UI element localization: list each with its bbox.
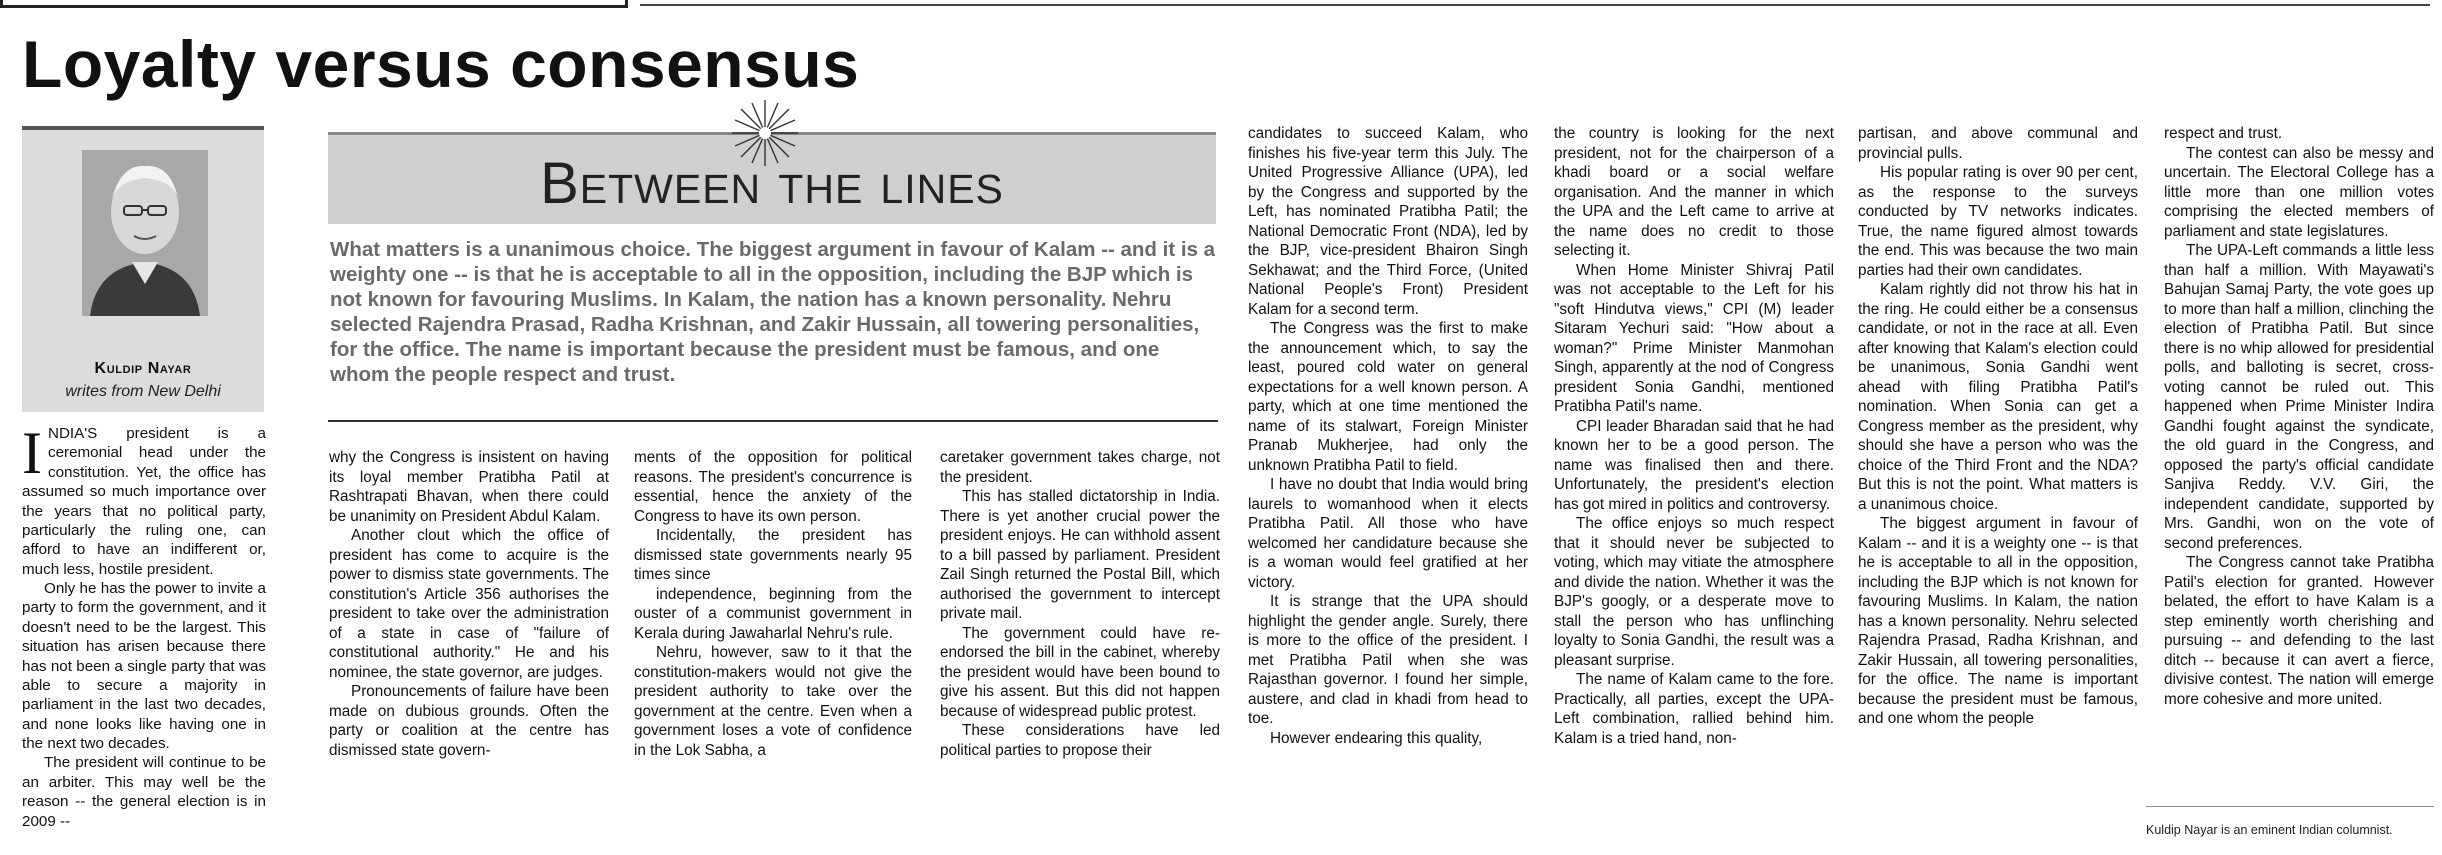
top-frame	[0, 0, 628, 8]
paragraph: The office enjoys so much respect that it should never be subjected to voting, which may vitiate the atmosphere and divide the nation. Whether it was the BJP's googly, or a desperate move to stall the person who has unflinching loyalty to Sonia Gandhi, the result was a pleasant surprise.	[1554, 515, 1834, 669]
article-column-5	[1248, 124, 1528, 748]
paragraph: Incidentally, the president has dismissed state governments nearly 95 times since	[634, 527, 912, 583]
article-column-4	[940, 448, 1220, 760]
article-column-7	[1858, 124, 2138, 729]
author-footnote: Kuldip Nayar is an eminent Indian columnist.	[2146, 823, 2393, 837]
paragraph: His popular rating is over 90 per cent, as the response to the surveys conducted by TV networks indicates. True, the name figured almost towards the end. This was because the two main parties had their own candidates.	[1858, 164, 2138, 279]
paragraph	[22, 420, 266, 579]
pull-quote: What matters is a unanimous choice. The biggest argument in favour of Kalam -- and it is a weighty one -- is that he is acceptable to all in the opposition, including the BJP which is not known for favouring Muslims. In Kalam, the nation has a known personality. Nehru selected Rajendra Prasad, Radha Krishnan, and Zakir Hussain, all towering personalities, for the office. The name is important because the president must be famous, and one whom the people respect and trust.	[330, 238, 1216, 386]
footnote-divider	[2146, 806, 2434, 807]
paragraph: I have no doubt that India would bring laurels to womanhood when it elects Pratibha Patil. All those who have welcomed her candidature because she is a woman would feel gratified at her victory.	[1248, 476, 1528, 591]
paragraph: The UPA-Left commands a little less than half a million. With Mayawati's Bahujan Samaj Party, the vote goes up to more than half a million, clinching the election of Pratibha Patil. But since there is no whip allowed for presidential polls, and balloting is secret, cross-voting cannot be ruled out. This happened when Prime Minister Indira Gandhi fought against the syndicate, the old guard in the Congress, and opposed the party's official candidate Sanjiva Reddy. V.V. Giri, the independent candidate, supported by Mrs. Gandhi, won on the vote of second preferences.	[2164, 242, 2434, 552]
article-column-6	[1554, 124, 1834, 748]
paragraph: However endearing this quality,	[1270, 729, 1483, 747]
paragraph: The contest can also be messy and uncertain. The Electoral College has a little more than one million votes comprising the elected members of parliament and state legislatures.	[2164, 144, 2434, 240]
article-column-3	[634, 448, 912, 760]
paragraph: Only he has the power to invite a party to form the government, and it doesn't need to be the largest. This situation has arisen because there has not been a single party that was able to secure a majority in parliament in the last two decades, and none looks like having one in the next two decades.	[22, 580, 266, 752]
paragraph: The government could have re-endorsed the bill in the cabinet, whereby the president would have been bound to give his assent. But this did not happen because of widespread public protest.	[940, 624, 1220, 720]
author-portrait-icon	[82, 150, 208, 316]
paragraph: The president will continue to be an arbiter. This may well be the reason -- the general election is in 2009 --	[22, 754, 266, 830]
paragraph: why the Congress is insistent on having its loyal member Pratibha Patil at Rashtrapati Bhavan, when there could be unanimity on President Abdul Kalam.	[329, 449, 609, 525]
article-column-1	[22, 420, 266, 831]
author-location: writes from New Delhi	[65, 383, 221, 400]
column-title: Between the lines	[540, 151, 1004, 216]
paragraph: ments of the opposition for political reasons. The president's concurrence is essential, hence the anxiety of the Congress to have its own person.	[634, 449, 912, 525]
paragraph: the country is looking for the next president, not for the chairperson of a khadi board or a social welfare organisation. And the manner in which the UPA and the Left came to arrive at the name does no credit to those selecting it.	[1554, 125, 1834, 259]
paragraph: partisan, and above communal and provincial pulls.	[1858, 125, 2138, 162]
paragraph: Another clout which the office of president has come to acquire is the power to dismiss state governments. The constitution's Article 356 authorises the president to take over the administration of a state in case of "failure of constitutional authority." He and his nominee, the state governor, are judges.	[329, 527, 609, 681]
paragraph: independence, beginning from the ouster of a communist government in Kerala during Jawaharlal Nehru's rule.	[634, 585, 912, 642]
paragraph: caretaker government takes charge, not the president.	[940, 449, 1220, 486]
paragraph: Pronouncements of failure have been made on dubious grounds. Often the party or coalition at the centre has dismissed state govern-	[329, 683, 609, 759]
paragraph: The Congress cannot take Pratibha Patil's election for granted. However belated, the effort to have Kalam is a step eminently worth cherishing and pursuing -- and defending to the last ditch -- because it can avert a fierce, divisive contest. The nation will emerge more cohesive and more united.	[2164, 554, 2434, 708]
paragraph: It is strange that the UPA should highlight the gender angle. Surely, there is more to the office of the president. I met Pratibha Patil when she was Rajasthan governor. I found her simple, austere, and clad in khadi from head to toe.	[1248, 593, 1528, 727]
paragraph: Kalam rightly did not throw his hat in the ring. He could either be a consensus candidate, or not in the race at all. Even after knowing that Kalam's election could be unanimous, Sonia Gandhi went ahead with filing Pratibha Patil's nomination. When Sonia can get a Congress member as the president, why should she have a person who was the choice of the Third Front and the NDA? But this is not the point. What matters is a unanimous choice.	[1858, 281, 2138, 513]
paragraph: CPI leader Bharadan said that he had known her to be a good person. The name was finalised then and there. Unfortunately, the president's election has got mired in politics and controversy.	[1554, 417, 1834, 513]
paragraph: These considerations have led political parties to propose their	[940, 722, 1220, 759]
author-name-text: Kuldip Nayar	[94, 360, 192, 377]
paragraph: Nehru, however, saw to it that the constitution-makers would not give the president authority to take over the government at the centre. Even when a government loses a vote of confidence in the Lok Sabha, a	[634, 644, 912, 759]
author-name	[22, 360, 264, 378]
paragraph: candidates to succeed Kalam, who finishes his five-year term this July. The United Progressive Alliance (UPA), led by the Congress and supported by the Left, has nominated Pratibha Patil; the National Democratic Front (NDA), led by the BJP, vice-president Bhairon Singh Sekhawat; and the Third Force, (United National People's Front) President Kalam for a second term.	[1248, 125, 1528, 318]
article-column-2	[329, 448, 609, 760]
author-photo	[82, 150, 208, 316]
paragraph: The Congress was the first to make the announcement which, to say the least, poured cold water on general expectations for a well known person. A party, which at one time mentioned the name of its stalwart, Foreign Minister Pranab Mukherjee, had only the unknown Pratibha Patil to field.	[1248, 320, 1528, 474]
paragraph: The biggest argument in favour of Kalam -- and it is a weighty one -- is that he is acceptable to all in the opposition, including the BJP which is not known for favouring Muslims. In Kalam, the nation has a known personality. Nehru selected Rajendra Prasad, Radha Krishnan, and Zakir Hussain, all towering personalities, for the office. The name is important because the president must be famous, and one whom the people	[1858, 515, 2138, 727]
drop-cap: I	[22, 420, 42, 486]
paragraph: respect and trust.	[2164, 125, 2283, 142]
paragraph: When Home Minister Shivraj Patil was not acceptable to the Left for his "soft Hindutva views," CPI (M) leader Sitaram Yechuri said: "How about a woman?" Prime Minister Manmohan Singh, apparently at the nod of Congress president Sonia Gandhi, mentioned Pratibha Patil's name.	[1554, 261, 1834, 415]
paragraph-text: NDIA'S president is a ceremonial head under the constitution. Yet, the office has assumed so much importance over the years that no political party, particularly the ruling one, can afford to have an indifferent or, much less, hostile president.	[22, 425, 266, 578]
paragraph: This has stalled dictatorship in India. There is yet another crucial power the president enjoys. He can withhold assent to a bill passed by parliament. President Zail Singh returned the Postal Bill, which authorised the government to intercept private mail.	[940, 488, 1220, 622]
article-column-8	[2164, 124, 2434, 709]
top-rule	[640, 4, 2430, 6]
headline: Loyalty versus consensus	[22, 27, 860, 101]
paragraph: The name of Kalam came to the fore. Practically, all parties, except the UPA-Left combination, rallied behind him. Kalam is a tried hand, non-	[1554, 671, 1834, 747]
pullquote-divider	[328, 420, 1218, 422]
